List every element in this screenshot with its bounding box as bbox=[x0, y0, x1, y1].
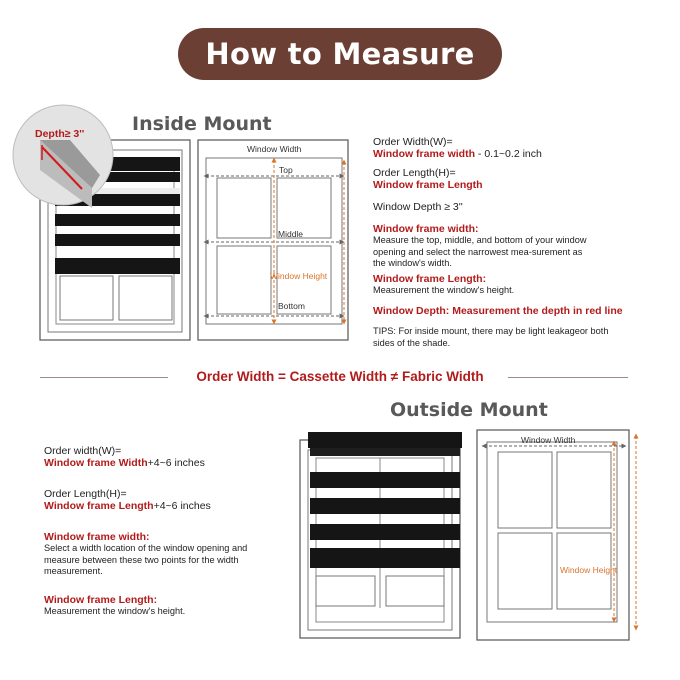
inside-window-width-label: Window Width bbox=[247, 144, 302, 154]
inside-window-diagram bbox=[198, 140, 348, 340]
outside-wfw-text: Select a width location of the window opening and measure between these two points for the width measurement. bbox=[44, 543, 248, 576]
outside-window-width-label: Window Width bbox=[521, 435, 576, 445]
outside-window-height-label: Window Height bbox=[560, 565, 618, 575]
outside-order-length-rest: +4~6 inches bbox=[153, 500, 211, 512]
depth-label: Depth≥ 3'' bbox=[35, 128, 85, 140]
outside-order-length-red: Window frame Length bbox=[44, 500, 154, 512]
inside-window-depth-note: Window Depth: Measurement the depth in red line bbox=[373, 305, 623, 317]
top-label: Top bbox=[279, 165, 293, 175]
outside-order-length-label: Order Length(H)= bbox=[44, 488, 127, 500]
outside-wfl-title: Window frame Length: bbox=[44, 594, 158, 606]
inside-order-width-rest: - 0.1~0.2 inch bbox=[475, 148, 542, 160]
outside-order-width-red: Window frame Width bbox=[44, 457, 148, 469]
outside-order-width-rest: +4~6 inches bbox=[147, 457, 205, 469]
inside-wfw-title: Window frame width: bbox=[373, 223, 479, 235]
inside-wfl-title: Window frame Length: bbox=[373, 273, 487, 285]
inside-mount-title: Inside Mount bbox=[132, 113, 272, 135]
inside-tips: TIPS: For inside mount, there may be light leakageor both sides of the shade. bbox=[373, 326, 609, 348]
outside-wfl-text: Measurement the window's height. bbox=[44, 606, 186, 616]
inside-order-width-label: Order Width(W)= bbox=[373, 136, 453, 148]
inside-order-length-red: Window frame Length bbox=[373, 179, 483, 191]
bottom-label: Bottom bbox=[278, 301, 305, 311]
inside-wfw-text: Measure the top, middle, and bottom of your window opening and select the narrowest mea-surement as the window's width. bbox=[373, 235, 587, 268]
outside-window-diagram bbox=[477, 430, 636, 640]
inside-window-height-label: Window Height bbox=[270, 271, 328, 281]
inside-wfl-text: Measurement the window's height. bbox=[373, 285, 515, 295]
page-title: How to Measure bbox=[178, 28, 502, 80]
inside-order-width-red: Window frame width bbox=[373, 148, 475, 160]
outside-order-width-label: Order width(W)= bbox=[44, 445, 122, 457]
inside-order-length-label: Order Length(H)= bbox=[373, 167, 456, 179]
inside-window-depth: Window Depth ≥ 3'' bbox=[373, 201, 463, 213]
outside-wfw-title: Window frame width: bbox=[44, 531, 150, 543]
outside-order-length-formula bbox=[44, 500, 211, 513]
outside-blind-window bbox=[300, 432, 462, 638]
inside-order-width-formula bbox=[373, 148, 542, 161]
outside-order-width-formula bbox=[44, 457, 205, 470]
middle-label: Middle bbox=[278, 229, 304, 239]
outside-mount-title: Outside Mount bbox=[390, 399, 548, 421]
order-width-divider: Order Width = Cassette Width ≠ Fabric Width bbox=[196, 369, 484, 384]
